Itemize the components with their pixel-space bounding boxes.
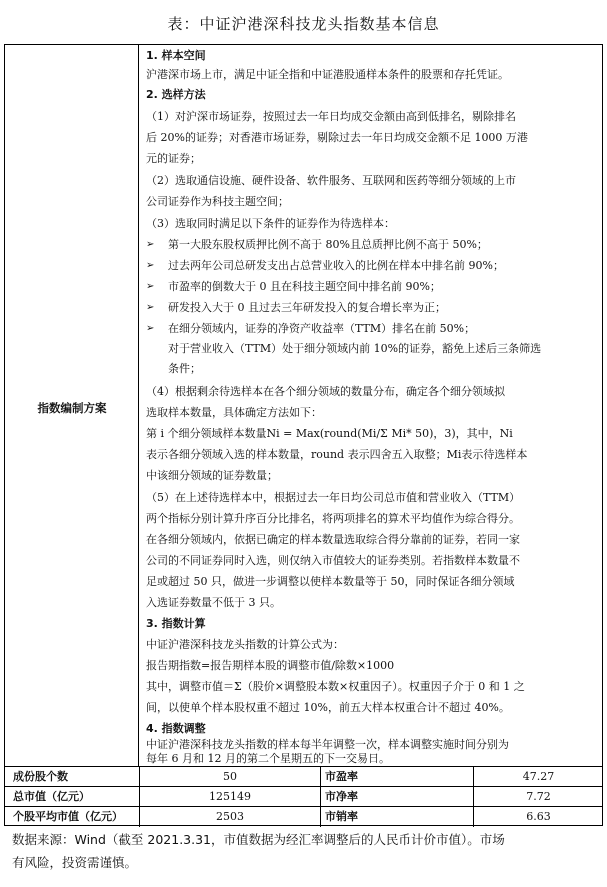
stat-label: 个股平均市值（亿元） bbox=[13, 810, 123, 823]
text-line: （5）在上述待选样本中，根据过去一年日均公司总市值和营业收入（TTM） bbox=[146, 491, 521, 504]
column-divider bbox=[320, 766, 321, 827]
stat-label: 总市值（亿元） bbox=[13, 790, 90, 803]
stat-label: 市销率 bbox=[325, 810, 358, 823]
text-line: 对于营业收入（TTM）处于细分领域内前 10%的证券，豁免上述后三条筛选 bbox=[168, 342, 542, 355]
text-line: 选取样本数量，具体确定方法如下： bbox=[146, 406, 322, 419]
formula-line: 第 i 个细分领域样本数量Ni = Max(round(Mi/Σ Mi* 50)，3)，其中，Ni bbox=[146, 427, 513, 440]
column-divider bbox=[139, 766, 140, 827]
text-line: 入选证券数量不低于 3 只。 bbox=[146, 596, 281, 609]
bullet-item: ➢ 市盈率的倒数大于 0 且在科技主题空间中排名前 90%； bbox=[146, 280, 441, 293]
text-line: （4）根据剩余待选样本在各个细分领域的数量分布，确定各个细分领域拟 bbox=[146, 385, 505, 398]
page-title: 表：中证沪港深科技龙头指数基本信息 bbox=[167, 15, 440, 33]
text-line: 两个指标分别计算升序百分比排名，将两项排名的算术平均值作为综合得分。 bbox=[146, 512, 520, 525]
bullet-item: ➢ 第一大股东股权质押比例不高于 80%且总质押比例不高于 50%； bbox=[146, 238, 488, 251]
source-note: 有风险，投资需谨慎。 bbox=[12, 855, 138, 870]
text-line: 元的证券； bbox=[146, 152, 201, 165]
text-line: 公司证券作为科技主题空间； bbox=[146, 195, 289, 208]
column-divider bbox=[473, 766, 474, 827]
stat-value: 125149 bbox=[209, 790, 251, 803]
stat-label: 市盈率 bbox=[325, 770, 358, 783]
text-line: 每年 6 月和 12 月的第二个星期五的下一交易日。 bbox=[146, 752, 390, 765]
bullet-item: ➢ 研发投入大于 0 且过去三年研发投入的复合增长率为正； bbox=[146, 301, 446, 314]
arrowhead-bullet-icon: ➢ bbox=[146, 239, 155, 250]
stat-value: 47.27 bbox=[522, 770, 555, 783]
text-line: 其中，调整市值＝Σ（股价×调整股本数×权重因子）。权重因子介于 0 和 1 之 bbox=[146, 680, 525, 693]
index-info-table bbox=[4, 44, 603, 826]
text-line: 公司的不同证券同时入选，则仅纳入市值较大的证券类别。若指数样本数量不 bbox=[146, 554, 520, 567]
bullet-item: ➢ 在细分领域内，证券的净资产收益率（TTM）排名在前 50%； bbox=[146, 322, 476, 335]
source-note: 数据来源：Wind（截至 2021.3.31，市值数据为经汇率调整后的人民币计价市值）。市场 bbox=[12, 832, 505, 847]
arrowhead-bullet-icon: ➢ bbox=[146, 323, 155, 334]
stat-value: 50 bbox=[223, 770, 237, 783]
formula-line: 报告期指数=报告期样本股的调整市值/除数×1000 bbox=[146, 659, 395, 672]
text-line: 中该细分领域的证券数量； bbox=[146, 469, 278, 482]
stat-value: 2503 bbox=[216, 810, 244, 823]
text-line: 中证沪港深科技龙头指数的计算公式为： bbox=[146, 638, 344, 651]
text-line: 后 20%的证券；对香港市场证券，剔除过去一年日均成交金额不足 1000 万港 bbox=[146, 131, 528, 144]
stat-label: 市净率 bbox=[325, 790, 358, 803]
arrowhead-bullet-icon: ➢ bbox=[146, 281, 155, 292]
stats-row bbox=[5, 786, 602, 807]
text-line: 足或超过 50 只，做进一步调整以使样本数量等于 50，同时保证各细分领域 bbox=[146, 575, 515, 588]
text-line: （3）选取同时满足以下条件的证券作为待选样本： bbox=[146, 217, 395, 230]
text-line: （2）选取通信设施、硬件设备、软件服务、互联网和医药等细分领域的上市 bbox=[146, 174, 516, 187]
arrowhead-bullet-icon: ➢ bbox=[146, 260, 155, 271]
section-title: 2. 选样方法 bbox=[146, 88, 206, 101]
scheme-content bbox=[140, 45, 602, 766]
text-line: 表示各细分领域入选的样本数量，round 表示四舍五入取整；Mi表示待选样本 bbox=[146, 448, 528, 461]
section-title: 1. 样本空间 bbox=[146, 49, 206, 62]
stat-label: 成份股个数 bbox=[13, 770, 68, 783]
section-title: 3. 指数计算 bbox=[146, 617, 206, 630]
stats-row bbox=[5, 806, 602, 827]
section-title: 4. 指数调整 bbox=[146, 722, 206, 735]
left-label: 指数编制方案 bbox=[37, 401, 107, 415]
text-line: 在各细分领域内，依据已确定的样本数量选取综合得分靠前的证券，若同一家 bbox=[146, 533, 520, 546]
left-label-cell bbox=[5, 45, 139, 766]
text-line: 间，以使单个样本股权重不超过 10%，前五大样本权重合计不超过 40%。 bbox=[146, 701, 510, 714]
text-line: 中证沪港深科技龙头指数的样本每半年调整一次，样本调整实施时间分别为 bbox=[146, 738, 509, 751]
stat-value: 7.72 bbox=[526, 790, 551, 803]
text-line: 沪港深市场上市，满足中证全指和中证港股通样本条件的股票和存托凭证。 bbox=[146, 68, 509, 81]
stat-value: 6.63 bbox=[526, 810, 551, 823]
text-line: （1）对沪深市场证券，按照过去一年日均成交金额由高到低排名，剔除排名 bbox=[146, 110, 516, 123]
bullet-item: ➢ 过去两年公司总研发支出占总营业收入的比例在样本中排名前 90%； bbox=[146, 259, 504, 272]
text-line: 条件； bbox=[168, 362, 201, 375]
stats-row bbox=[5, 766, 602, 787]
arrowhead-bullet-icon: ➢ bbox=[146, 302, 155, 313]
